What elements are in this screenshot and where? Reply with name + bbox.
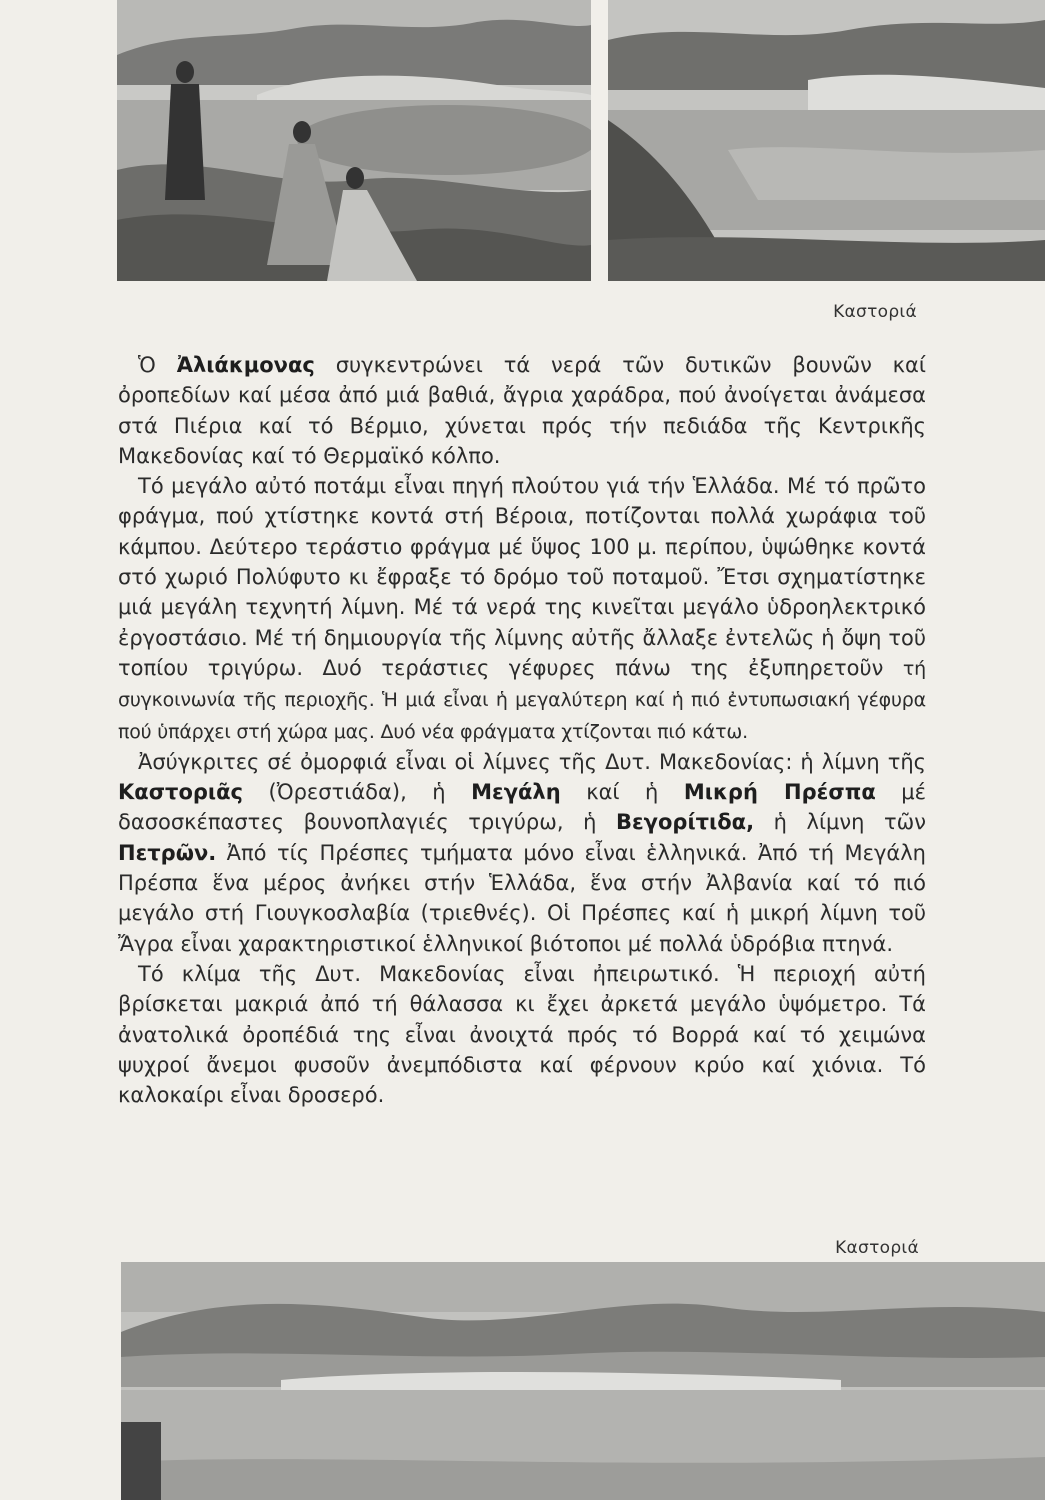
photo-town-illustration xyxy=(608,0,1045,281)
p3-t1: (Ὀρεστιάδα), ἡ xyxy=(242,780,472,805)
paragraph-aliakmonas xyxy=(118,350,926,471)
photo-panorama-illustration xyxy=(121,1262,1045,1500)
paragraph-dams xyxy=(118,471,926,747)
p3-t5: Ἀπό τίς Πρέσπες τμήματα μόνο εἶναι ἑλληνικά. Ἀπό τή Μεγάλη Πρέσπα ἕνα μέρος ἀνήκει στήν Ἑλλάδα, ἕνα στήν Ἀλβανία καί τό πιό μεγάλο στή Γιουγκοσλαβία (τριεθνές). Οἱ Πρέσπες καί ἡ μικρή λίμνη τοῦ Ἄγρα εἶναι χαρακτηριστικοί ἑλληνικοί βιότοποι μέ πολλά ὑδρόβια πτηνά. xyxy=(118,840,926,956)
lake-mikri-prespa: Μικρή Πρέσπα xyxy=(683,780,876,805)
paragraph-climate xyxy=(118,959,926,1110)
caption-top: Καστοριά xyxy=(833,302,917,322)
photo-lake-panorama xyxy=(121,1262,1045,1500)
main-text xyxy=(118,350,926,1110)
p3-t2: καί ἡ xyxy=(560,780,684,805)
lake-megali: Μεγάλη xyxy=(471,780,561,805)
caption-middle: Καστοριά xyxy=(835,1238,919,1258)
lake-vegoritida: Βεγορίτιδα, xyxy=(615,810,755,835)
river-name: Ἀλιάκμονας xyxy=(176,353,315,377)
photo-kastoria-town xyxy=(608,0,1045,281)
p3-t3: μέ δασοσκέπαστες βουνοπλαγιές τριγύρω, ἡ xyxy=(118,780,926,835)
p3-t4: ἡ λίμνη τῶν xyxy=(754,810,926,835)
p2-text: Τό μεγάλο αὐτό ποτάμι εἶναι πηγή πλούτου γιά τήν Ἑλλάδα. Μέ τό πρῶτο φράγμα, πού χτίστηκε κοντά στή Βέροια, ποτίζονται πολλά χωράφια τοῦ κάμπου. Δεύτερο τεράστιο φράγμα μέ ὕψος 100 μ. περίπου, ὑψώθηκε κοντά στό χωριό Πολύφυτο κι ἔφραξε τό δρόμο τοῦ ποταμοῦ. Ἔτσι σχηματίστηκε μιά μεγάλη τεχνητή λίμνη. Μέ τά νερά της κινεῖται μεγάλο ὑδροηλεκτρικό ἐργοστάσιο. Μέ τή δημιουργία τῆς λίμνης αὐτῆς ἄλλαξε ἐντελῶς ἡ ὄψη τοῦ τοπίου τριγύρω. Δυό τεράστιες γέφυρες πάνω της ἐξυπηρετοῦν xyxy=(118,474,926,680)
photo-women-illustration xyxy=(117,0,591,281)
paragraph-lakes xyxy=(118,747,926,959)
p3-intro: Ἀσύγκριτες σέ ὀμορφιά εἶναι οἱ λίμνες τῆς Δυτ. Μακεδονίας: ἡ λίμνη τῆς xyxy=(138,749,926,774)
p1-lead: Ὁ xyxy=(138,353,177,377)
p4-text: Τό κλίμα τῆς Δυτ. Μακεδονίας εἶναι ἠπειρωτικό. Ἡ περιοχή αὐτή βρίσκεται μακριά ἀπό τή θάλασσα κι ἔχει ἀρκετά μεγάλο ὑψόμετρο. Τά ἀνατολικά ὀροπέδιά της εἶναι ἀνοιχτά πρός τό Βορρά καί τό χειμώνα ψυχροί ἄνεμοι φυσοῦν ἀνεμπόδιστα καί φέρνουν κρύο καί χιόνια. Τό καλοκαίρι εἶναι δροσερό. xyxy=(118,961,926,1108)
p2-tight-text: τή συγκοινωνία τῆς περιοχῆς. Ἡ μιά εἶναι ἡ μεγαλύτερη καί ἡ πιό ἐντυπωσιακή γέφυρα πού ὑπάρχει στή χώρα μας. Δυό νέα φράγματα χτίζονται πιό κάτω. xyxy=(118,657,926,743)
lake-petron: Πετρῶν. xyxy=(118,840,217,865)
photo-women-overlooking-lake xyxy=(117,0,591,281)
lake-kastoria: Καστοριᾶς xyxy=(118,780,243,805)
p1-text: συγκεντρώνει τά νερά τῶν δυτικῶν βουνῶν καί ὀροπεδίων καί μέσα ἀπό μιά βαθιά, ἄγρια χαράδρα, πού ἀνοίγεται ἀνάμεσα στά Πιέρια καί τό Βέρμιο, χύνεται πρός τήν πεδιάδα τῆς Κεντρικῆς Μακεδονίας καί τό Θερμαϊκό κόλπο. xyxy=(118,353,926,468)
